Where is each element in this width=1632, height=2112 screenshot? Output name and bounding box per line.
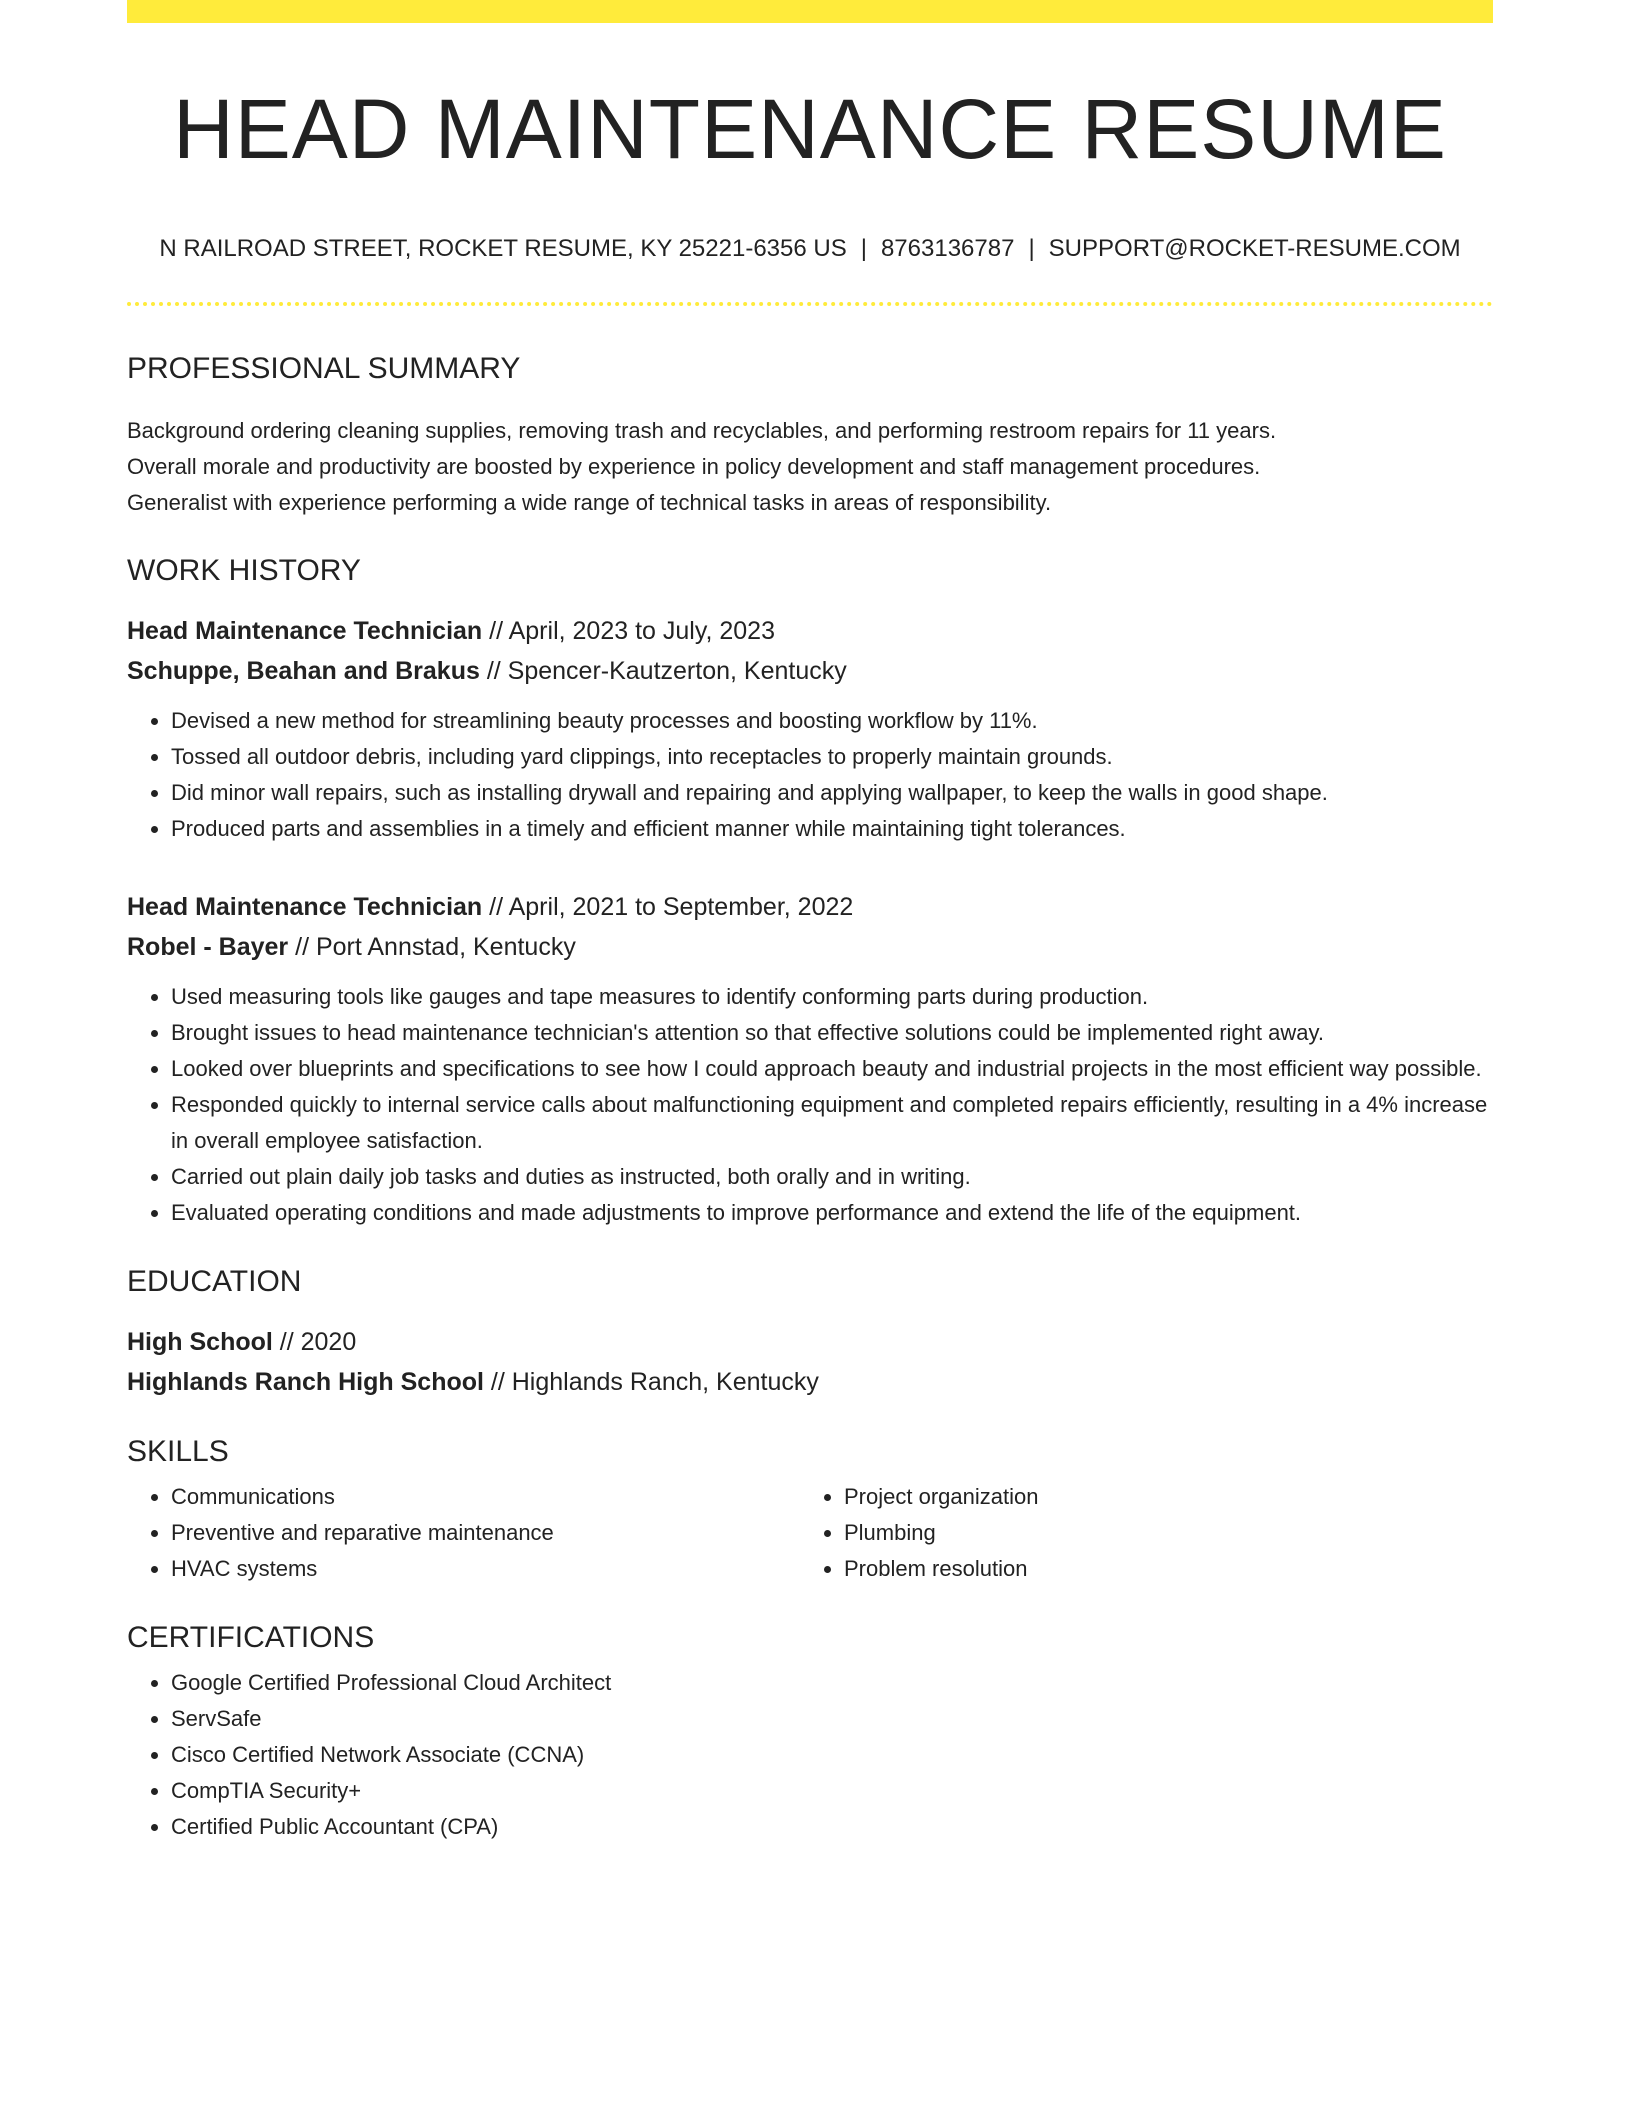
education-school: Highlands Ranch High School (127, 1368, 484, 1397)
job-company: Robel - Bayer (127, 933, 289, 962)
accent-top-bar (127, 0, 1493, 23)
summary-line: Generalist with experience performing a wide range of technical tasks in areas of responsibility. (127, 490, 1052, 516)
job-entry (127, 887, 1493, 1231)
job-role-line (127, 887, 1493, 927)
work-history-heading: WORK HISTORY (127, 554, 361, 588)
contact-phone: 8763136787 (880, 235, 1015, 263)
job-location: // Spencer-Kautzerton, Kentucky (479, 657, 847, 686)
summary-heading: PROFESSIONAL SUMMARY (127, 352, 521, 386)
job-entry (127, 611, 1493, 847)
summary-line: Background ordering cleaning supplies, removing trash and recyclables, and performing restroom repairs for 11 years. (127, 418, 1277, 444)
list-item: • CompTIA Security+ (171, 1773, 1493, 1809)
list-item: • Certified Public Accountant (CPA) (171, 1809, 1493, 1845)
list-item: • Google Certified Professional Cloud Architect (171, 1665, 1493, 1701)
list-item: • Produced parts and assemblies in a timely and efficient manner while maintaining tight tolerances. (171, 811, 1493, 847)
job-role-line (127, 611, 1493, 651)
job-role: Head Maintenance Technician (127, 617, 483, 646)
contact-email: SUPPORT@ROCKET-RESUME.COM (1048, 235, 1461, 263)
list-item: • Project organization (844, 1479, 1473, 1515)
education-school-line (127, 1362, 1493, 1402)
education-entry (127, 1322, 1493, 1402)
contact-separator: | (860, 235, 867, 263)
list-item: • Looked over blueprints and specifications to see how I could approach beauty and industrial projects in the most efficient way possible. (171, 1051, 1493, 1087)
education-degree-line (127, 1322, 1493, 1362)
contact-line (127, 237, 1493, 261)
education-degree: High School (127, 1328, 273, 1357)
job-dates: // April, 2023 to July, 2023 (482, 617, 775, 646)
list-item: • Communications (171, 1479, 800, 1515)
job-bullets (127, 979, 1493, 1231)
list-item: • ServSafe (171, 1701, 1493, 1737)
list-item: • Brought issues to head maintenance technician's attention so that effective solutions could be implemented right away. (171, 1015, 1493, 1051)
education-year: // 2020 (272, 1328, 357, 1357)
skills-grid (127, 1479, 1493, 1587)
list-item: • Plumbing (844, 1515, 1473, 1551)
summary-line: Overall morale and productivity are boosted by experience in policy development and staff management procedures. (127, 454, 1261, 480)
resume-title: HEAD MAINTENANCE RESUME (173, 82, 1447, 176)
list-item: • Devised a new method for streamlining beauty processes and boosting workflow by 11%. (171, 703, 1493, 739)
education-heading: EDUCATION (127, 1265, 302, 1299)
job-location: // Port Annstad, Kentucky (288, 933, 576, 962)
list-item: • Cisco Certified Network Associate (CCNA) (171, 1737, 1493, 1773)
job-role: Head Maintenance Technician (127, 893, 483, 922)
list-item: • Carried out plain daily job tasks and duties as instructed, both orally and in writing. (171, 1159, 1493, 1195)
job-company: Schuppe, Beahan and Brakus (127, 657, 480, 686)
list-item: • Used measuring tools like gauges and tape measures to identify conforming parts during production. (171, 979, 1493, 1015)
certifications-list (127, 1665, 1493, 1845)
skills-heading: SKILLS (127, 1435, 229, 1469)
list-item: • HVAC systems (171, 1551, 800, 1587)
skills-left-column (127, 1479, 800, 1587)
job-company-line (127, 927, 1493, 967)
list-item: • Responded quickly to internal service calls about malfunctioning equipment and completed repairs efficiently, resulting in a 4% increase in overall employee satisfaction. (171, 1087, 1493, 1159)
resume-page (127, 0, 1493, 1845)
certifications-heading: CERTIFICATIONS (127, 1621, 375, 1655)
skills-right-column (800, 1479, 1473, 1587)
list-item: • Did minor wall repairs, such as installing drywall and repairing and applying wallpaper, to keep the walls in good shape. (171, 775, 1493, 811)
job-bullets (127, 703, 1493, 847)
list-item: • Preventive and reparative maintenance (171, 1515, 800, 1551)
contact-address: N RAILROAD STREET, ROCKET RESUME, KY 25221-6356 US (159, 235, 847, 263)
list-item: • Evaluated operating conditions and made adjustments to improve performance and extend the life of the equipment. (171, 1195, 1493, 1231)
job-dates: // April, 2021 to September, 2022 (482, 893, 854, 922)
job-company-line (127, 651, 1493, 691)
list-item: • Tossed all outdoor debris, including yard clippings, into receptacles to properly maintain grounds. (171, 739, 1493, 775)
list-item: • Problem resolution (844, 1551, 1473, 1587)
education-location: // Highlands Ranch, Kentucky (483, 1368, 819, 1397)
dotted-divider (127, 302, 1493, 306)
contact-separator: | (1028, 235, 1035, 263)
summary-text (127, 413, 1493, 521)
